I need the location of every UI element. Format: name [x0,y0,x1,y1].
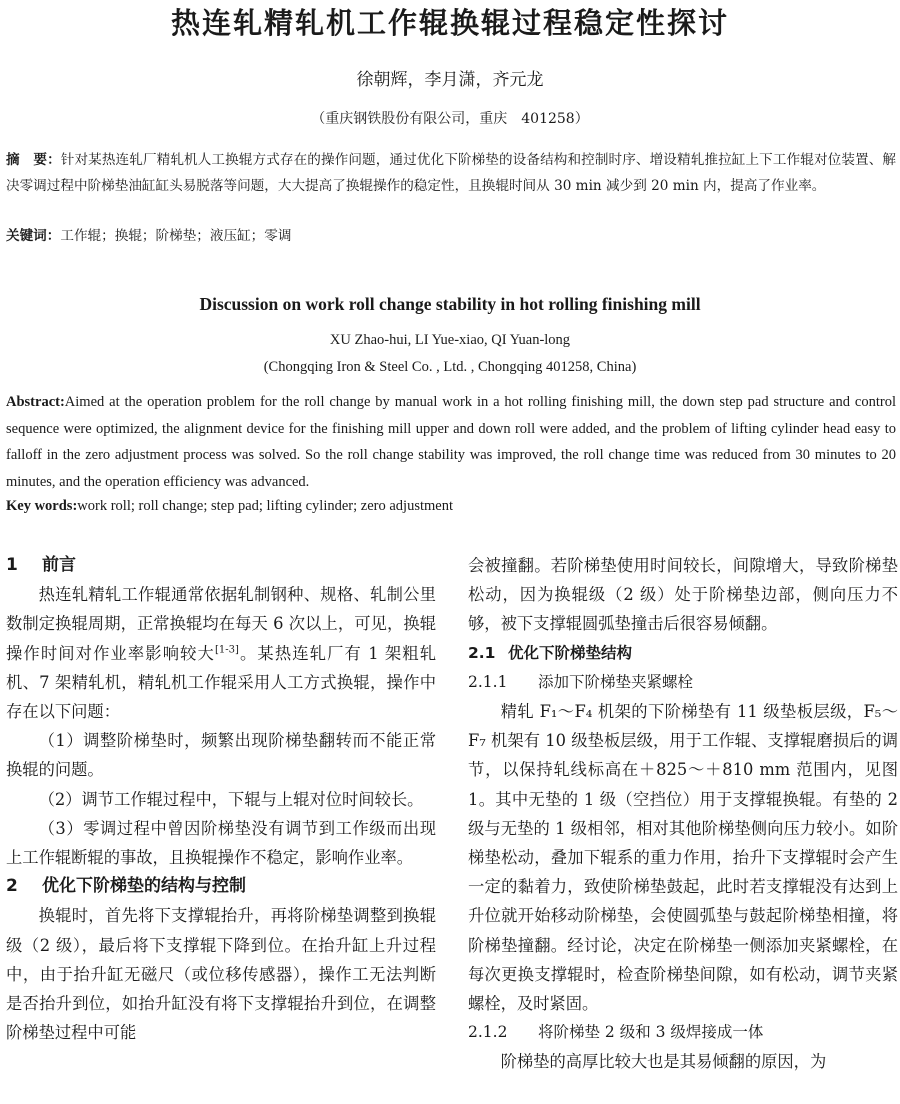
list-item: （3）零调过程中曾因阶梯垫没有调节到工作级而出现上工作辊断辊的事故，且换辊操作不稳定，影响作业率。 [6,818,436,868]
title-en: Discussion on work roll change stability in hot rolling finishing mill [199,294,701,314]
abstract-cn-text: 针对某热连轧厂精轧机人工换辊方式存在的操作问题，通过优化下阶梯垫的设备结构和控制时序、增设精轧推拉缸上下工作辊对位装置、解决零调过程中阶梯垫油缸缸头易脱落等问题，大大提高了换辊操作的稳定性，且换辊时间从 30 min 减少到 20 min 内，提高了作业率。 [6,152,897,194]
authors: 徐朝辉，李月潇，齐元龙 [356,70,544,90]
section-2-1-1-title: 添加下阶梯垫夹紧螺栓 [538,672,694,691]
abstract-cn [6,147,896,199]
section-2-title: 优化下阶梯垫的结构与控制 [42,876,246,897]
section-1-text-tail: 。某热连轧厂有 1 架粗轧机、7 架精轧机，精轧机工作辊采用人工方式换辊，操作中存在以下问题： [6,643,436,722]
section-2-1-title: 优化下阶梯垫结构 [508,643,633,662]
abstract-cn-label: 摘 要： [6,152,61,168]
section-2-1-1-paragraph: 精轧 F₁～F₄ 机架的下阶梯垫有 11 级垫板层级，F₅～F₇ 机架有 10 级垫板层级，用于工作辊、支撑辊磨损后的调节，以保持轧线标高在＋825～＋810 mm 范围内，见图 1。其中无垫的 1 级（空挡位）用于支撑辊换辊。有垫的 2 级与无垫的 1 级相邻，相对其他阶梯垫侧向压力较小。如阶梯垫松动，叠加下辊系的重力作用，抬升下支撑辊时会产生一定的黏着力，致使阶梯垫鼓起，此时若支撑辊没有达到上升位就开始移动阶梯垫，会使圆弧垫与鼓起阶梯垫相撞，将阶梯垫撞翻。经讨论，决定在阶梯垫一侧添加夹紧螺栓，在每次更换支撑辊时，检查阶梯垫间隙，如有松动，调节夹紧螺栓，及时紧固。 [468,702,898,1014]
keywords-cn-label: 关键词： [6,228,61,244]
left-column [6,551,436,1047]
section-1-number: 1 [6,555,18,575]
list-item: （2）调节工作辊过程中，下辊与上辊对位时间较长。 [38,789,424,809]
affiliation-en: (Chongqing Iron & Steel Co. , Ltd. , Chongqing 401258, China) [263,359,637,375]
section-2-heading [6,872,436,901]
section-1-paragraph [6,580,436,726]
section-2-1-2-heading [468,1018,898,1047]
abstract-en [6,389,896,495]
section-2-1-1-number: 2.1.1 [468,672,508,691]
section-2-1-heading [468,639,898,668]
keywords-en [6,493,896,519]
abstract-en-text: Aimed at the operation problem for the roll change by manual work in a hot rolling finishing mill, the down step pad structure and control sequence were optimized, the alignment device for the finishing mill upper and down roll were added, and the problem of lifting cylinder head easy to falloff in the zero adjustment process was solved. So the roll change stability was improved, the roll change time was reduced from 30 minutes to 20 minutes, and the operation efficiency was advanced. [6,394,896,490]
section-2-paragraph-cont: 会被撞翻。若阶梯垫使用时间较长，间隙增大，导致阶梯垫松动，因为换辊级（2 级）处于阶梯垫边部，侧向压力不够，被下支撑辊圆弧垫撞击后很容易倾翻。 [468,556,898,634]
right-column [468,551,898,1077]
keywords-en-label: Key words: [6,498,78,514]
section-1-heading [6,551,436,580]
citation: [1-3] [214,644,239,656]
authors-en: XU Zhao-hui, LI Yue-xiao, QI Yuan-long [329,332,571,348]
abstract-en-label: Abstract: [6,394,65,410]
section-2-1-1-heading [468,668,898,697]
keywords-en-text: work roll; roll change; step pad; lifting cylinder; zero adjustment [77,498,453,514]
section-2-1-2-title: 将阶梯垫 2 级和 3 级焊接成一体 [538,1023,764,1042]
section-2-1-number: 2.1 [468,643,496,662]
section-2-paragraph: 换辊时，首先将下支撑辊抬升，再将阶梯垫调整到换辊级（2 级），最后将下支撑辊下降到位。在抬升缸上升过程中，由于抬升缸无磁尺（或位移传感器），操作工无法判断是否抬升到位，如抬升缸没有将下支撑辊抬升到位，在调整阶梯垫过程中可能 [6,906,436,1043]
keywords-cn [6,223,896,249]
section-2-1-2-paragraph: 阶梯垫的高厚比较大也是其易倾翻的原因，为 [500,1052,827,1072]
section-2-number: 2 [6,876,18,897]
section-2-1-2-number: 2.1.2 [468,1023,508,1042]
section-1-text: 热连轧精轧工作辊通常依据轧制钢种、规格、轧制公里数制定换辊周期，正常换辊均在每天 6 次以上，可见，换辊操作时间对作业率影响较大 [6,585,436,663]
keywords-cn-text: 工作辊；换辊；阶梯垫；液压缸；零调 [60,228,292,244]
paper-title: 热连轧精轧机工作辊换辊过程稳定性探讨 [170,6,729,40]
section-1-title: 前言 [42,555,76,575]
list-item: （1）调整阶梯垫时，频繁出现阶梯垫翻转而不能正常换辊的问题。 [6,731,436,780]
affiliation: （重庆钢铁股份有限公司，重庆 401258） [311,111,589,127]
